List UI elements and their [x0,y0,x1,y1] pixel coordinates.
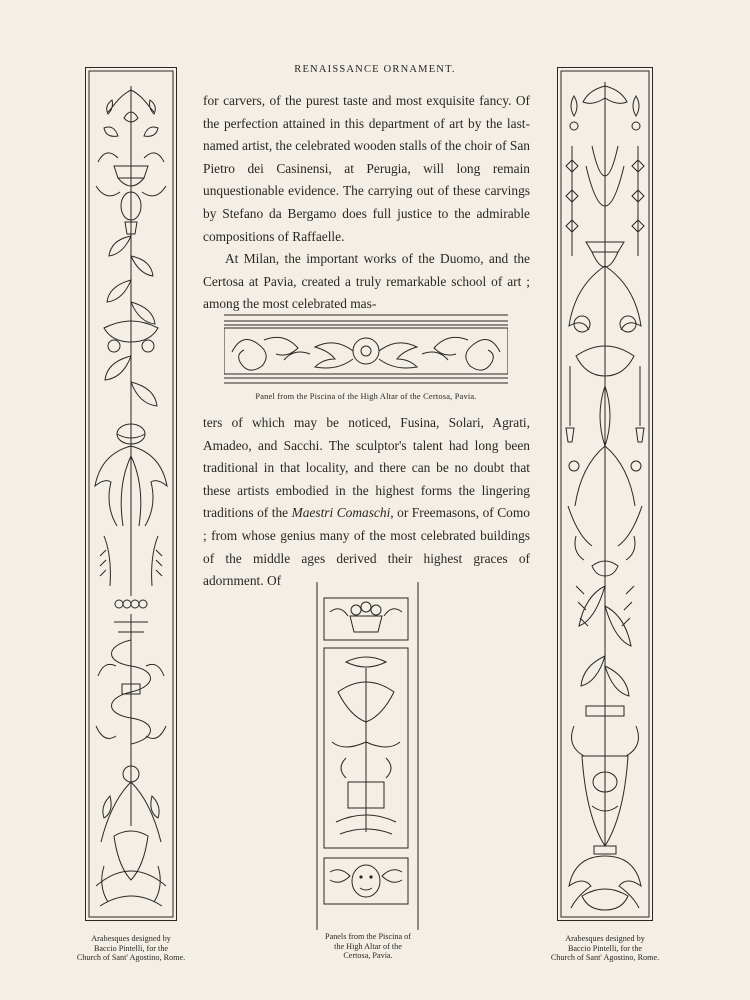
ribbon-scroll-icon [96,614,166,826]
running-title: RENAISSANCE ORNAMENT. [294,64,456,75]
italic-term: Maestri Comaschi, [291,505,394,521]
body-text-bottom [203,412,530,593]
paragraph-3 [203,412,530,593]
bead-row-icon [115,600,147,608]
caption-line: Church of Sant' Agostino, Rome. [550,953,660,963]
foliage-scroll-icon [232,337,500,370]
right-column-caption [530,934,680,963]
body-text-top [203,90,530,316]
paragraph-3-part-a: ters of which may be noticed, Fusina, Solari, Agrati, Amadeo, and Sacchi. The sculptor's talent had long been traditional in that locality, and there can be no doubt that these artists embodied in the highest forms the lingering traditions of the [203,415,530,521]
caption-line: the High Altar of the [334,941,402,951]
caption-line: Baccio Pintelli, for the [567,943,643,953]
center-column-caption [300,932,436,961]
trophy-ribbon-panel [324,648,408,848]
paragraph-3-part-b: or Freemasons, of Como ; from whose genius many of the most celebrated buildings of the middle ages derived their highest graces of adornment. Of [203,505,530,589]
center-panels-engraving [316,582,420,930]
horizontal-panel-caption: Panel from the Piscina of the High Altar of the Certosa, Pavia. [255,392,477,401]
base-scroll-icon [569,856,641,910]
fruit-basket-panel [324,598,408,640]
right-arabesque-engraving [556,66,654,922]
left-arabesque-engraving [84,66,178,922]
mask-face-panel [324,858,408,904]
caption-line: Church of Sant' Agostino, Rome. [76,953,186,963]
winged-rosette-icon [315,338,417,368]
paragraph-2: At Milan, the important works of the Duomo, and the Certosa at Pavia, created a truly remarkable school of art ; among the most celebrated mas- [203,251,530,312]
left-column-caption [56,934,206,963]
caption-line: Panels from the Piscina of [325,932,411,941]
paragraph-1: for carvers, of the purest taste and most exquisite fancy. Of the perfection attained in this department of art by the last-named artist, the celebrated wooden stalls of the choir of San Pietro dei Casinensi, at Perugia, will long remain unquestionable evidence. The carrying out of these carvings by Stefano da Bergamo does full justice to the admirable compositions of Raffaelle. [203,93,530,244]
caption-line: Baccio Pintelli, for the [93,943,169,953]
caption-line: Arabesques designed by [91,934,171,943]
caption-line: Certosa, Pavia. [343,951,393,961]
horizontal-panel-engraving [224,312,508,388]
caption-line: Arabesques designed by [565,934,645,943]
